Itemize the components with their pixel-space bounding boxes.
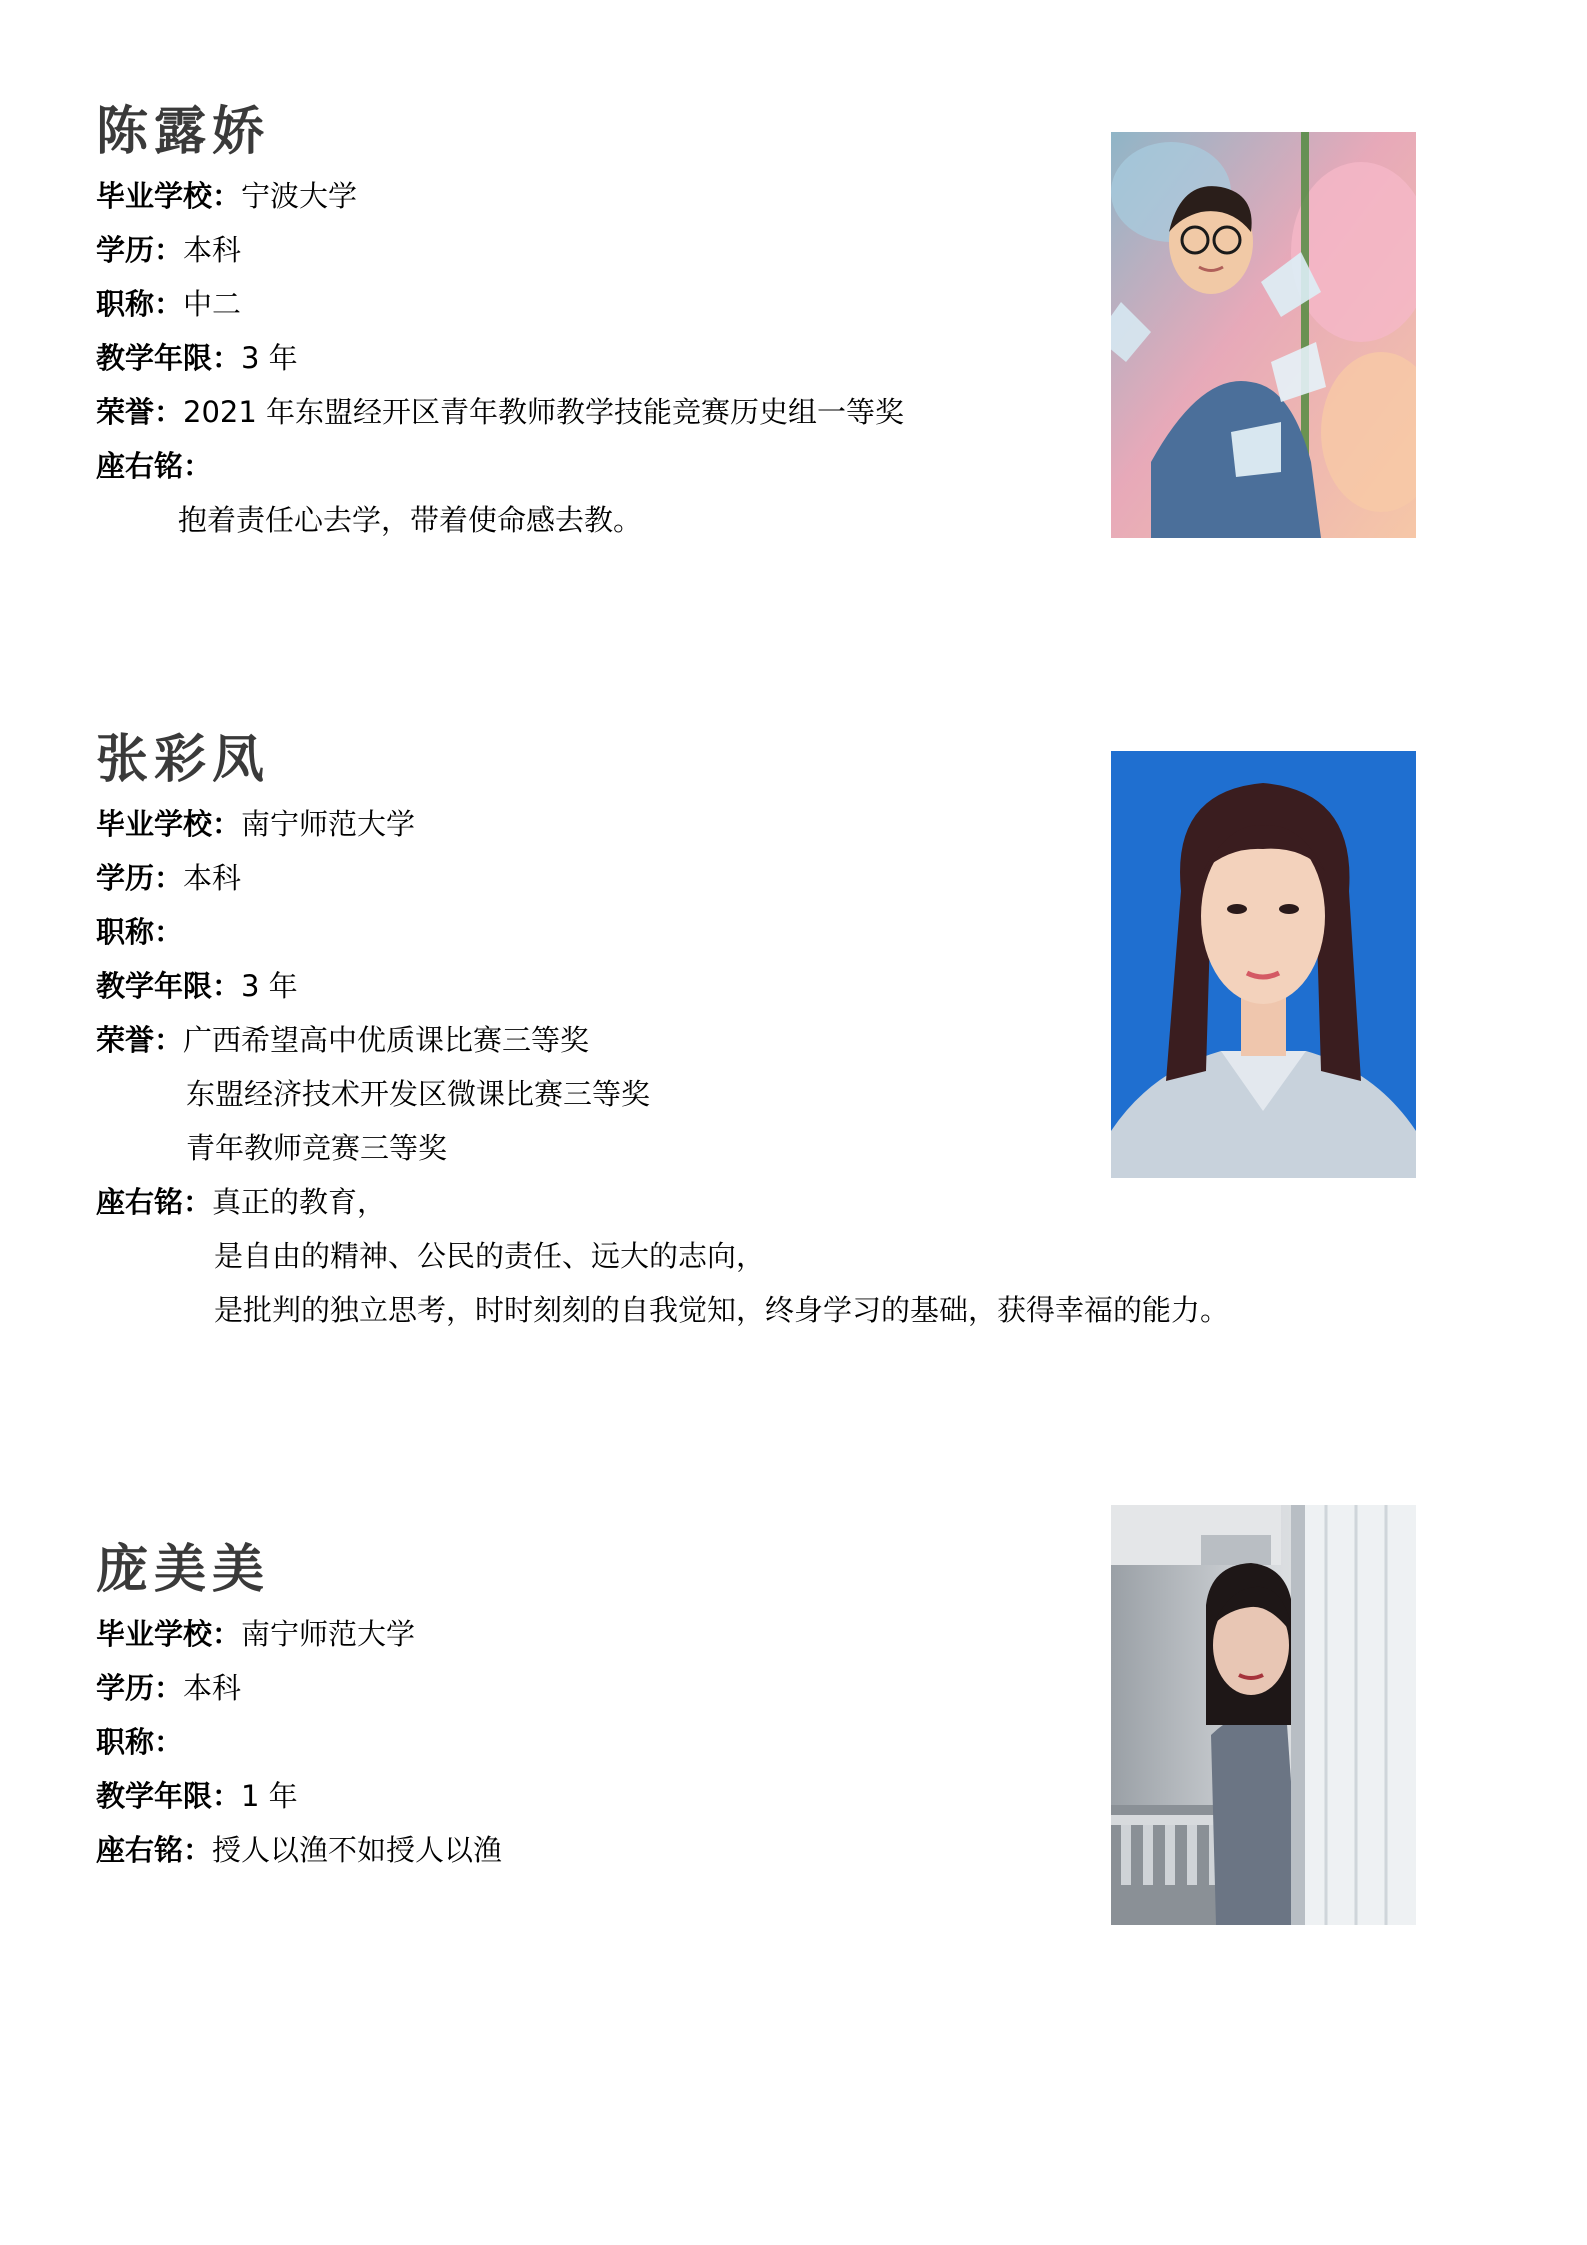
- school-label: 毕业学校：: [96, 179, 242, 213]
- motto-text: 抱着责任心去学，带着使命感去教。: [178, 503, 643, 537]
- title-label: 职称：: [96, 1725, 184, 1759]
- teacher-photo: [1111, 751, 1416, 1178]
- title-line: [96, 1722, 183, 1762]
- motto-line: [96, 1182, 386, 1222]
- honors-line: [96, 1020, 589, 1060]
- honor-item: 广西希望高中优质课比赛三等奖: [183, 1023, 590, 1057]
- title-label: 职称：: [96, 915, 184, 949]
- years-value: 3 年: [241, 341, 298, 375]
- motto-label: 座右铭：: [96, 1833, 213, 1867]
- education-value: 本科: [183, 861, 242, 895]
- education-label: 学历：: [96, 1671, 184, 1705]
- years-value: 3 年: [241, 969, 298, 1003]
- title-label: 职称：: [96, 287, 184, 321]
- honor-item: 东盟经济技术开发区微课比赛三等奖: [186, 1077, 651, 1111]
- education-line: [96, 858, 241, 898]
- honors-label: 荣誉：: [96, 395, 184, 429]
- motto-text: 是批判的独立思考，时时刻刻的自我觉知，终身学习的基础，获得幸福的能力。: [214, 1293, 1230, 1327]
- years-line: [96, 966, 298, 1006]
- motto-label: 座右铭：: [96, 449, 213, 483]
- portrait-image: [1111, 132, 1416, 538]
- school-value: 南宁师范大学: [241, 807, 416, 841]
- honor-item: 青年教师竞赛三等奖: [186, 1131, 448, 1165]
- school-value: 南宁师范大学: [241, 1617, 416, 1651]
- motto-text: 真正的教育，: [212, 1185, 387, 1219]
- title-line: [96, 284, 241, 324]
- education-label: 学历：: [96, 233, 184, 267]
- teacher-name: 陈露娇: [96, 101, 271, 162]
- education-line: [96, 1668, 241, 1708]
- school-label: 毕业学校：: [96, 1617, 242, 1651]
- years-label: 教学年限：: [96, 1779, 242, 1813]
- portrait-image: [1111, 1505, 1416, 1925]
- teacher-name: 张彩凤: [96, 729, 271, 790]
- school-line: [96, 1614, 415, 1654]
- school-value: 宁波大学: [241, 179, 358, 213]
- title-value: 中二: [183, 287, 242, 321]
- portrait-image: [1111, 751, 1416, 1178]
- honor-item: 2021 年东盟经开区青年教师教学技能竞赛历史组一等奖: [183, 395, 905, 429]
- years-value: 1 年: [241, 1779, 298, 1813]
- title-line: [96, 912, 183, 952]
- education-value: 本科: [183, 1671, 242, 1705]
- motto-text: 是自由的精神、公民的责任、远大的志向，: [214, 1239, 766, 1273]
- motto-label: 座右铭：: [96, 1185, 213, 1219]
- education-line: [96, 230, 241, 270]
- teacher-name: 庞美美: [96, 1539, 271, 1600]
- years-line: [96, 338, 298, 378]
- school-line: [96, 804, 415, 844]
- motto-line: [96, 446, 212, 486]
- years-label: 教学年限：: [96, 341, 242, 375]
- education-value: 本科: [183, 233, 242, 267]
- honors-label: 荣誉：: [96, 1023, 184, 1057]
- school-line: [96, 176, 357, 216]
- teacher-photo: [1111, 1505, 1416, 1925]
- motto-text: 授人以渔不如授人以渔: [212, 1833, 503, 1867]
- years-label: 教学年限：: [96, 969, 242, 1003]
- honors-line: [96, 392, 904, 432]
- motto-line: [96, 1830, 502, 1870]
- education-label: 学历：: [96, 861, 184, 895]
- teacher-photo: [1111, 132, 1416, 538]
- years-line: [96, 1776, 298, 1816]
- school-label: 毕业学校：: [96, 807, 242, 841]
